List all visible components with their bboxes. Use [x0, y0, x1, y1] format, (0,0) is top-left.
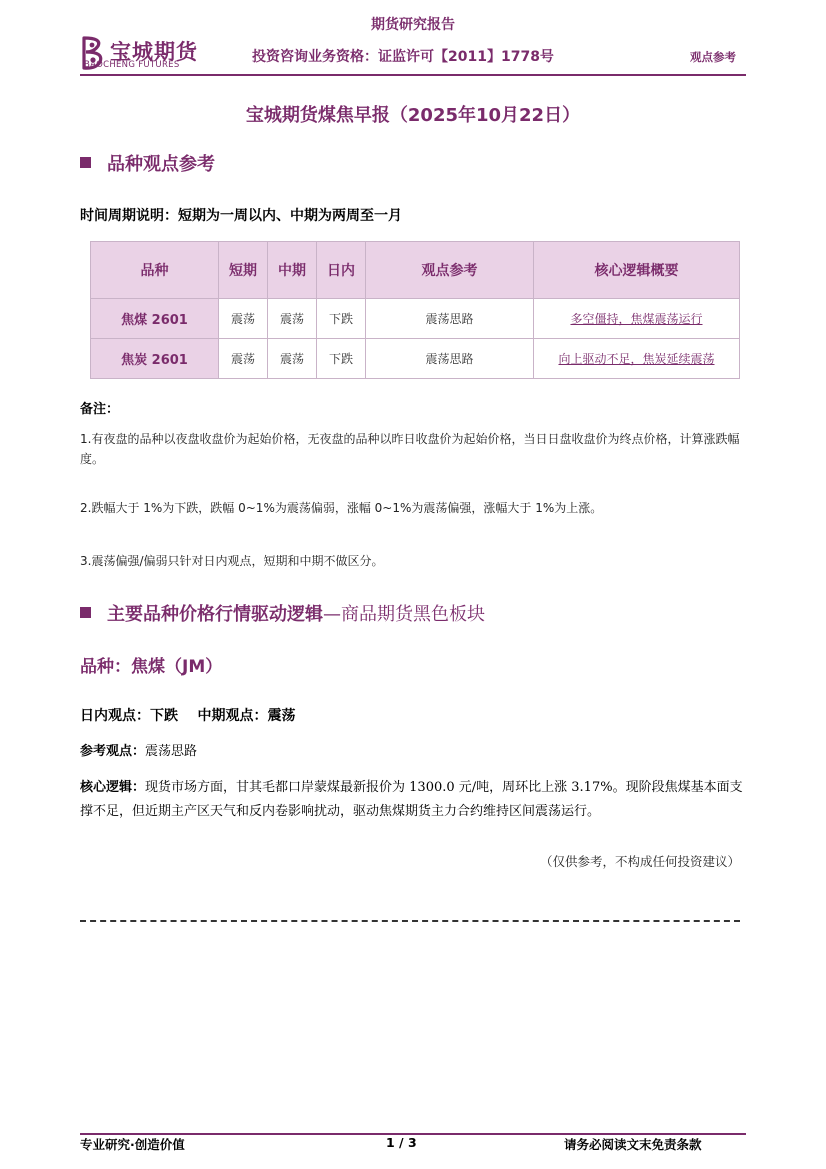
col-header-view: 观点参考: [366, 242, 534, 299]
section-square-icon: [80, 607, 91, 618]
cell-short: 震荡: [219, 299, 268, 339]
cell-mid: 震荡: [268, 299, 317, 339]
qualification-text: 投资咨询业务资格：证监许可【2011】1778号: [252, 49, 554, 65]
cell-product: 焦煤 2601: [91, 299, 219, 339]
col-header-intraday: 日内: [317, 242, 366, 299]
reference-view-value: 震荡思路: [145, 744, 198, 759]
table-row: [91, 339, 740, 379]
note-2: 2.跌幅大于 1%为下跌，跌幅 0~1%为震荡偏弱，涨幅 0~1%为震荡偏强，涨幅大于 1%为上涨。: [80, 501, 603, 515]
col-header-short: 短期: [219, 242, 268, 299]
col-header-product: 品种: [91, 242, 219, 299]
core-logic: [80, 776, 746, 824]
dashed-divider: [80, 920, 740, 922]
cell-intraday: 下跌: [317, 299, 366, 339]
section-heading-text: 品种观点参考: [107, 154, 215, 175]
cell-logic-link[interactable]: 多空僵持，焦煤震荡运行: [534, 299, 740, 339]
logo-text-en: BAOCHENG FUTURES: [84, 60, 180, 70]
cell-short: 震荡: [219, 339, 268, 379]
header-divider: [80, 74, 746, 76]
notes-label: 备注：: [80, 402, 120, 417]
table-header-row: [91, 242, 740, 299]
page-number: 1 / 3: [386, 1135, 417, 1150]
company-logo: [80, 36, 220, 72]
product-title: 品种：焦煤（JM）: [80, 657, 223, 677]
reference-view-label: 参考观点：: [80, 744, 146, 759]
disclaimer-text: （仅供参考，不构成任何投资建议）: [539, 854, 740, 869]
note-3: 3.震荡偏强/偏弱只针对日内观点，短期和中期不做区分。: [80, 554, 384, 568]
views-line: 日内观点：下跌 中期观点：震荡: [80, 708, 296, 724]
reference-view: [80, 740, 197, 759]
footer-notice: 请务必阅读文末免责条款: [564, 1137, 702, 1152]
note-1: 1.有夜盘的品种以夜盘收盘价为起始价格，无夜盘的品种以昨日收盘价为起始价格，当日日盘收盘价为终点价格，计算涨跌幅度。: [80, 432, 740, 466]
views-table: [90, 241, 740, 379]
footer-slogan: 专业研究·创造价值: [80, 1137, 185, 1152]
report-type-label: 期货研究报告: [371, 17, 455, 33]
section-heading-views: [80, 150, 215, 176]
cell-intraday: 下跌: [317, 339, 366, 379]
table-row: [91, 299, 740, 339]
section-heading-drivers: [80, 600, 485, 626]
col-header-logic: 核心逻辑概要: [534, 242, 740, 299]
section-square-icon: [80, 157, 91, 168]
cell-logic-link[interactable]: 向上驱动不足，焦炭延续震荡: [534, 339, 740, 379]
cell-product: 焦炭 2601: [91, 339, 219, 379]
core-logic-text: 现货市场方面，甘其毛都口岸蒙煤最新报价为 1300.0 元/吨，周环比上涨 3.17%。现阶段焦煤基本面支撑不足，但近期主产区天气和反内卷影响扰动，驱动焦煤期货主力合约维持区间震荡运行。: [80, 780, 743, 819]
cell-view: 震荡思路: [366, 299, 534, 339]
category-label: 观点参考: [690, 50, 736, 64]
cell-view: 震荡思路: [366, 339, 534, 379]
period-note: 时间周期说明：短期为一周以内、中期为两周至一月: [80, 208, 402, 224]
col-header-mid: 中期: [268, 242, 317, 299]
logo-text-cn: 宝城期货: [110, 39, 198, 64]
cell-mid: 震荡: [268, 339, 317, 379]
section-heading-main: 主要品种价格行情驱动逻辑: [107, 604, 323, 625]
core-logic-label: 核心逻辑：: [80, 780, 146, 795]
section-heading-sub: —商品期货黑色板块: [323, 604, 485, 625]
document-title: 宝城期货煤焦早报（2025年10月22日）: [245, 105, 581, 126]
